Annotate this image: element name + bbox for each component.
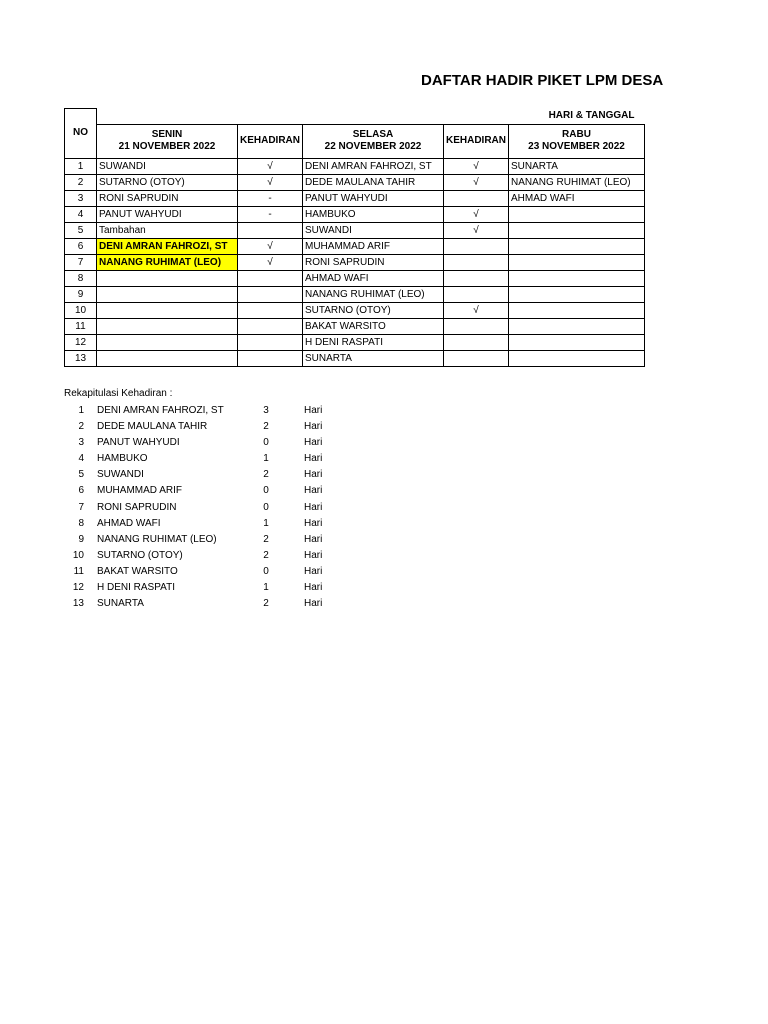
rekap-no: 11: [73, 565, 84, 577]
senin-name: DENI AMRAN FAHROZI, ST: [97, 238, 238, 254]
senin-kehadiran: √: [238, 174, 303, 190]
rekap-no: 2: [78, 421, 84, 433]
rekap-count: 1: [263, 517, 269, 529]
selasa-kehadiran: √: [444, 174, 509, 190]
rekap-name: SUTARNO (OTOY): [97, 549, 183, 561]
senin-kehadiran: [238, 334, 303, 350]
rekap-no: 10: [72, 549, 84, 561]
rekap-count: 0: [263, 501, 269, 513]
rekap-no: 13: [72, 598, 84, 610]
selasa-kehadiran: √: [444, 158, 509, 174]
row-no: 4: [65, 206, 97, 222]
row-no: 1: [65, 158, 97, 174]
table-row: [65, 334, 645, 350]
rekap-no: 9: [78, 533, 84, 545]
rabu-name: [509, 206, 645, 222]
senin-name: [97, 286, 238, 302]
rekap-unit: Hari: [304, 469, 323, 481]
rekap-unit: Hari: [304, 437, 323, 449]
rekap-unit: Hari: [304, 485, 323, 497]
rabu-name: AHMAD WAFI: [509, 190, 645, 206]
rekap-no: 3: [78, 437, 84, 449]
rekap-name: DEDE MAULANA TAHIR: [97, 421, 208, 433]
header-kehadiran-2: KEHADIRAN: [444, 124, 509, 158]
rabu-name: SUNARTA: [509, 158, 645, 174]
row-no: 7: [65, 254, 97, 270]
selasa-kehadiran: [444, 350, 509, 366]
header-day-3: RABU 23 NOVEMBER 2022: [509, 124, 645, 158]
rekap-name: NANANG RUHIMAT (LEO): [97, 533, 217, 545]
table-row: [65, 350, 645, 366]
rabu-name: [509, 238, 645, 254]
senin-name: SUTARNO (OTOY): [97, 174, 238, 190]
senin-kehadiran: [238, 286, 303, 302]
row-no: 3: [65, 190, 97, 206]
rekap-count: 1: [263, 453, 269, 465]
senin-kehadiran: [238, 318, 303, 334]
table-row: [65, 254, 645, 270]
rekap-unit: Hari: [304, 598, 323, 610]
senin-kehadiran: [238, 222, 303, 238]
row-no: 11: [65, 318, 97, 334]
selasa-name: SUWANDI: [303, 222, 444, 238]
rekap-count: 0: [263, 565, 269, 577]
rekap-no: 1: [78, 405, 84, 416]
selasa-kehadiran: √: [444, 302, 509, 318]
selasa-kehadiran: [444, 238, 509, 254]
senin-name: [97, 302, 238, 318]
senin-kehadiran: √: [238, 238, 303, 254]
selasa-kehadiran: [444, 270, 509, 286]
page-title: DAFTAR HADIR PIKET LPM DESA: [421, 72, 664, 89]
attendance-table: [64, 108, 645, 367]
senin-name: RONI SAPRUDIN: [97, 190, 238, 206]
rekap-unit: Hari: [304, 549, 323, 561]
header-day-2: SELASA 22 NOVEMBER 2022: [303, 124, 444, 158]
rekap-unit: Hari: [304, 565, 323, 577]
rabu-name: [509, 222, 645, 238]
rekap-name: H DENI RASPATI: [97, 582, 175, 594]
table-row: [65, 302, 645, 318]
selasa-name: DEDE MAULANA TAHIR: [303, 174, 444, 190]
rekap-no: 7: [78, 501, 84, 513]
selasa-name: MUHAMMAD ARIF: [303, 238, 444, 254]
rekap-unit: Hari: [304, 405, 323, 416]
selasa-name: SUTARNO (OTOY): [303, 302, 444, 318]
selasa-name: BAKAT WARSITO: [303, 318, 444, 334]
selasa-kehadiran: [444, 190, 509, 206]
rabu-name: [509, 254, 645, 270]
rekap-name: BAKAT WARSITO: [97, 565, 178, 577]
header-group: HARI & TANGGAL: [97, 109, 645, 125]
rekap-name: DENI AMRAN FAHROZI, ST: [97, 405, 224, 416]
rekap-count: 1: [263, 582, 269, 594]
rekap-no: 6: [78, 485, 84, 497]
table-row: [65, 238, 645, 254]
rekap-name: SUWANDI: [97, 469, 144, 481]
senin-name: Tambahan: [97, 222, 238, 238]
selasa-name: H DENI RASPATI: [303, 334, 444, 350]
rekap-unit: Hari: [304, 453, 323, 465]
senin-kehadiran: [238, 302, 303, 318]
selasa-kehadiran: √: [444, 222, 509, 238]
selasa-name: HAMBUKO: [303, 206, 444, 222]
rekap-unit: Hari: [304, 533, 323, 545]
header-no: NO: [65, 109, 97, 159]
selasa-name: RONI SAPRUDIN: [303, 254, 444, 270]
senin-name: [97, 334, 238, 350]
selasa-name: DENI AMRAN FAHROZI, ST: [303, 158, 444, 174]
rekap-unit: Hari: [304, 501, 323, 513]
senin-name: [97, 270, 238, 286]
header-kehadiran-1: KEHADIRAN: [238, 124, 303, 158]
rekap-name: MUHAMMAD ARIF: [97, 485, 182, 497]
selasa-kehadiran: [444, 254, 509, 270]
senin-kehadiran: √: [238, 254, 303, 270]
rabu-name: [509, 334, 645, 350]
table-row: [65, 174, 645, 190]
table-row: [65, 158, 645, 174]
rekap-no: 5: [78, 469, 84, 481]
rekap-count: 2: [263, 421, 269, 433]
table-row: [65, 222, 645, 238]
rekap-name: RONI SAPRUDIN: [97, 501, 177, 513]
rekap-count: 3: [263, 405, 269, 416]
senin-kehadiran: -: [238, 190, 303, 206]
senin-kehadiran: √: [238, 158, 303, 174]
row-no: 12: [65, 334, 97, 350]
rekap-name: SUNARTA: [97, 598, 144, 610]
senin-name: NANANG RUHIMAT (LEO): [97, 254, 238, 270]
senin-name: [97, 318, 238, 334]
senin-name: SUWANDI: [97, 158, 238, 174]
rabu-name: [509, 286, 645, 302]
rekap-name: PANUT WAHYUDI: [97, 437, 180, 449]
rabu-name: NANANG RUHIMAT (LEO): [509, 174, 645, 190]
rekap-count: 0: [263, 437, 269, 449]
rekap-name: HAMBUKO: [97, 453, 148, 465]
row-no: 6: [65, 238, 97, 254]
row-no: 5: [65, 222, 97, 238]
rekap-count: 2: [263, 533, 269, 545]
rabu-name: [509, 318, 645, 334]
rekap-count: 2: [263, 469, 269, 481]
rekap-no: 4: [78, 453, 84, 465]
selasa-kehadiran: [444, 318, 509, 334]
selasa-name: AHMAD WAFI: [303, 270, 444, 286]
header-day-1: SENIN 21 NOVEMBER 2022: [97, 124, 238, 158]
row-no: 9: [65, 286, 97, 302]
selasa-kehadiran: √: [444, 206, 509, 222]
row-no: 13: [65, 350, 97, 366]
rekap-name: AHMAD WAFI: [97, 517, 161, 529]
table-row: [65, 286, 645, 302]
rekap-unit: Hari: [304, 517, 323, 529]
rekap-unit: Hari: [304, 421, 323, 433]
row-no: 2: [65, 174, 97, 190]
selasa-name: NANANG RUHIMAT (LEO): [303, 286, 444, 302]
rabu-name: [509, 350, 645, 366]
rekap-title: Rekapitulasi Kehadiran :: [64, 388, 173, 399]
senin-kehadiran: -: [238, 206, 303, 222]
senin-kehadiran: [238, 270, 303, 286]
selasa-kehadiran: [444, 286, 509, 302]
rekap-unit: Hari: [304, 582, 323, 594]
table-row: [65, 318, 645, 334]
selasa-name: PANUT WAHYUDI: [303, 190, 444, 206]
rekap-no: 8: [78, 517, 84, 529]
senin-kehadiran: [238, 350, 303, 366]
selasa-kehadiran: [444, 334, 509, 350]
rekap-no: 12: [72, 582, 84, 594]
table-row: [65, 190, 645, 206]
rekap-count: 2: [263, 549, 269, 561]
rekap-count: 2: [263, 598, 269, 610]
row-no: 8: [65, 270, 97, 286]
senin-name: PANUT WAHYUDI: [97, 206, 238, 222]
row-no: 10: [65, 302, 97, 318]
rabu-name: [509, 270, 645, 286]
table-row: [65, 270, 645, 286]
rabu-name: [509, 302, 645, 318]
selasa-name: SUNARTA: [303, 350, 444, 366]
table-row: [65, 206, 645, 222]
senin-name: [97, 350, 238, 366]
rekap-count: 0: [263, 485, 269, 497]
